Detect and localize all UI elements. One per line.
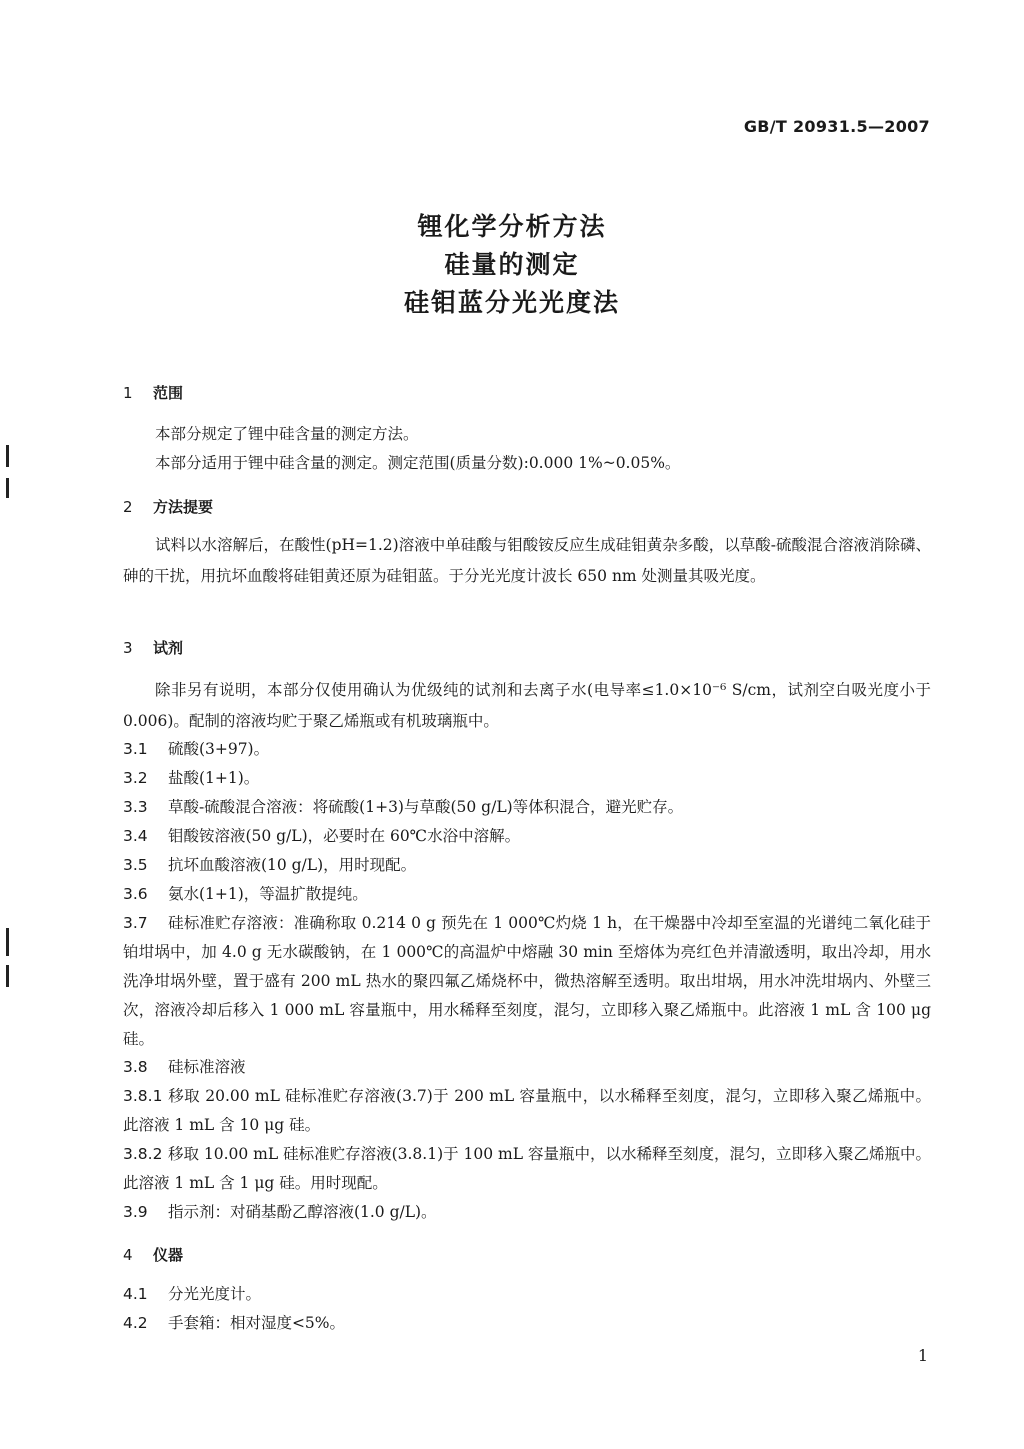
list-item (123, 851, 931, 880)
list-item (123, 1082, 931, 1140)
section-4-heading (123, 1244, 183, 1265)
standard-code: GB/T 20931.5—2007 (743, 117, 930, 136)
list-item (123, 735, 931, 764)
title-line-2: 硅量的测定 (444, 250, 580, 279)
section-number: 2 (123, 498, 133, 516)
scan-margin-mark (6, 478, 9, 498)
section-number: 1 (123, 384, 133, 402)
scan-margin-mark (6, 928, 9, 956)
list-item (123, 822, 931, 851)
list-item (123, 764, 931, 793)
item-number: 3.8.2 (123, 1145, 163, 1163)
list-item (123, 1053, 931, 1082)
item-number: 3.1 (123, 740, 148, 758)
item-number: 3.9 (123, 1203, 148, 1221)
item-text: 草酸-硫酸混合溶液：将硫酸(1+3)与草酸(50 g/L)等体积混合，避光贮存。 (167, 798, 684, 816)
section-title: 仪器 (153, 1246, 184, 1264)
scan-margin-mark (6, 445, 9, 467)
document-title (0, 208, 1024, 322)
title-line-1: 锂化学分析方法 (417, 212, 607, 241)
item-number: 3.2 (123, 769, 148, 787)
title-line-3: 硅钼蓝分光光度法 (403, 288, 620, 317)
item-text: 硫酸(3+97)。 (167, 740, 270, 758)
section-3-heading (123, 637, 183, 658)
page-number: 1 (917, 1346, 928, 1365)
list-item (123, 1198, 931, 1227)
list-item (123, 909, 931, 1054)
item-number: 3.6 (123, 885, 148, 903)
section-2-paragraph-1: 试料以水溶解后，在酸性(pH=1.2)溶液中单硅酸与钼酸铵反应生成硅钼黄杂多酸，以草酸-硫酸混合溶液消除磷、砷的干扰，用抗坏血酸将硅钼黄还原为硅钼蓝。于分光光度计波长 650 nm 处测量其吸光度。 (123, 536, 931, 585)
list-item (123, 880, 931, 909)
section-1-paragraph-2: 本部分适用于锂中硅含量的测定。测定范围(质量分数):0.000 1%~0.05%。 (155, 454, 681, 472)
item-text: 盐酸(1+1)。 (167, 769, 260, 787)
item-number: 3.4 (123, 827, 148, 845)
section-number: 3 (123, 639, 133, 657)
list-item (123, 1309, 931, 1338)
item-number: 3.5 (123, 856, 148, 874)
item-text: 分光光度计。 (167, 1285, 261, 1303)
item-text: 手套箱：相对湿度<5%。 (167, 1314, 346, 1332)
item-text: 指示剂：对硝基酚乙醇溶液(1.0 g/L)。 (167, 1203, 437, 1221)
section-3-paragraph-1: 除非另有说明，本部分仅使用确认为优级纯的试剂和去离子水(电导率≤1.0×10⁻⁶ S/cm，试剂空白吸光度小于 0.006)。配制的溶液均贮于聚乙烯瓶或有机玻璃瓶中。 (123, 681, 931, 730)
list-item (123, 1280, 931, 1309)
item-number: 4.1 (123, 1285, 148, 1303)
item-text: 抗坏血酸溶液(10 g/L)，用时现配。 (167, 856, 417, 874)
item-text: 移取 20.00 mL 硅标准贮存溶液(3.7)于 200 mL 容量瓶中，以水稀释至刻度，混匀，立即移入聚乙烯瓶中。此溶液 1 mL 含 10 μg 硅。 (123, 1087, 931, 1134)
section-number: 4 (123, 1246, 133, 1264)
section-title: 方法提要 (153, 498, 214, 516)
section-2-heading (123, 496, 213, 517)
section-title: 试剂 (153, 639, 184, 657)
item-number: 3.8.1 (123, 1087, 163, 1105)
list-item (123, 793, 931, 822)
item-number: 3.7 (123, 914, 148, 932)
item-text: 硅标准贮存溶液：准确称取 0.214 0 g 预先在 1 000℃灼烧 1 h，在干燥器中冷却至室温的光谱纯二氧化硅于铂坩埚中，加 4.0 g 无水碳酸钠，在 1 000℃的高温炉中熔融 30 min 至熔体为亮红色并清澈透明，取出冷却，用水洗净坩埚外壁，置于盛有 200 mL 热水的聚四氟乙烯烧杯中，微热溶解至透明。取出坩埚，用水冲洗坩埚内、外壁三次，溶液冷却后移入 1 000 mL 容量瓶中，用水稀释至刻度，混匀，立即移入聚乙烯瓶中。此溶液 1 mL 含 100 μg 硅。 (123, 914, 931, 1048)
item-text: 移取 10.00 mL 硅标准贮存溶液(3.8.1)于 100 mL 容量瓶中，以水稀释至刻度，混匀，立即移入聚乙烯瓶中。此溶液 1 mL 含 1 μg 硅。用时现配。 (123, 1145, 931, 1192)
section-title: 范围 (153, 384, 184, 402)
section-1-heading (123, 382, 183, 403)
item-text: 钼酸铵溶液(50 g/L)，必要时在 60℃水浴中溶解。 (167, 827, 521, 845)
list-item (123, 1140, 931, 1198)
item-number: 4.2 (123, 1314, 148, 1332)
item-number: 3.3 (123, 798, 148, 816)
item-number: 3.8 (123, 1058, 148, 1076)
section-1-paragraph-1: 本部分规定了锂中硅含量的测定方法。 (155, 425, 419, 443)
item-text: 硅标准溶液 (167, 1058, 246, 1076)
item-text: 氨水(1+1)，等温扩散提纯。 (167, 885, 368, 903)
scan-margin-mark (6, 965, 9, 987)
